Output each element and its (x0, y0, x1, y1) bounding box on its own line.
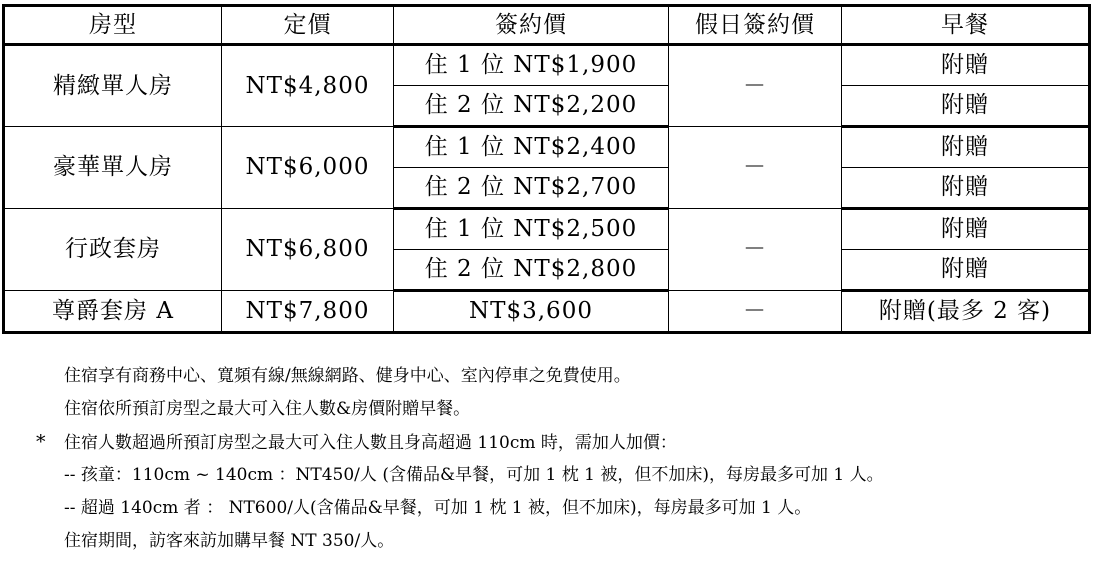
note-line (36, 426, 1086, 459)
note-text: -- 超過 140cm 者 ： NT600/人(含備品&早餐，可加 1 枕 1 被，但不加床)，每房最多可加 1 人。 (64, 498, 812, 518)
breakfast-cell: 附贈 (842, 45, 1090, 86)
list-price-cell: NT$6,000 (222, 127, 394, 209)
room-rate-table (2, 4, 1091, 334)
table-row (4, 291, 1090, 333)
room-name-cell: 尊爵套房 A (4, 291, 222, 333)
contract-price-cell: 住 2 位 NT$2,800 (394, 250, 669, 291)
note-text: 住宿依所預訂房型之最大可入住人數&房價附贈早餐。 (64, 399, 471, 419)
note-line (36, 525, 1086, 558)
holiday-price-cell: － (669, 209, 842, 291)
contract-price-cell: 住 2 位 NT$2,700 (394, 168, 669, 209)
header-breakfast: 早餐 (842, 6, 1090, 45)
list-price-cell: NT$6,800 (222, 209, 394, 291)
list-price-cell: NT$7,800 (222, 291, 394, 333)
header-contract-price: 簽約價 (394, 6, 669, 45)
note-marker: * (36, 431, 46, 453)
note-text: 住宿人數超過所預訂房型之最大可入住人數且身高超過 110cm 時，需加人加價： (64, 433, 677, 453)
breakfast-cell: 附贈 (842, 127, 1090, 168)
holiday-price-cell: － (669, 127, 842, 209)
room-name-cell: 精緻單人房 (4, 45, 222, 127)
note-text: -- 孩童：110cm ~ 140cm ：NT450/人 (含備品&早餐，可加 1 枕 1 被，但不加床)，每房最多可加 1 人。 (64, 465, 884, 485)
header-room-type: 房型 (4, 6, 222, 45)
contract-price-cell: 住 1 位 NT$2,400 (394, 127, 669, 168)
table-header-row (4, 6, 1090, 45)
note-text: 住宿期間，訪客來訪加購早餐 NT 350/人。 (64, 531, 395, 551)
table-row (4, 45, 1090, 86)
list-price-cell: NT$4,800 (222, 45, 394, 127)
holiday-price-cell: － (669, 45, 842, 127)
breakfast-cell: 附贈 (842, 209, 1090, 250)
breakfast-cell: 附贈 (842, 250, 1090, 291)
contract-price-cell: 住 2 位 NT$2,200 (394, 86, 669, 127)
note-line (36, 459, 1086, 492)
header-holiday-price: 假日簽約價 (669, 6, 842, 45)
note-line (36, 492, 1086, 525)
room-name-cell: 行政套房 (4, 209, 222, 291)
table-row (4, 127, 1090, 168)
contract-price-cell: NT$3,600 (394, 291, 669, 333)
contract-price-cell: 住 1 位 NT$1,900 (394, 45, 669, 86)
breakfast-cell: 附贈 (842, 86, 1090, 127)
note-text: 住宿享有商務中心、寬頻有線/無線網路、健身中心、室內停車之免費使用。 (64, 366, 631, 386)
holiday-price-cell: － (669, 291, 842, 333)
room-name-cell: 豪華單人房 (4, 127, 222, 209)
breakfast-cell: 附贈(最多 2 客) (842, 291, 1090, 333)
terms-notes (36, 360, 1086, 558)
header-list-price: 定價 (222, 6, 394, 45)
contract-price-cell: 住 1 位 NT$2,500 (394, 209, 669, 250)
note-line (36, 360, 1086, 393)
note-line (36, 393, 1086, 426)
table-row (4, 209, 1090, 250)
breakfast-cell: 附贈 (842, 168, 1090, 209)
